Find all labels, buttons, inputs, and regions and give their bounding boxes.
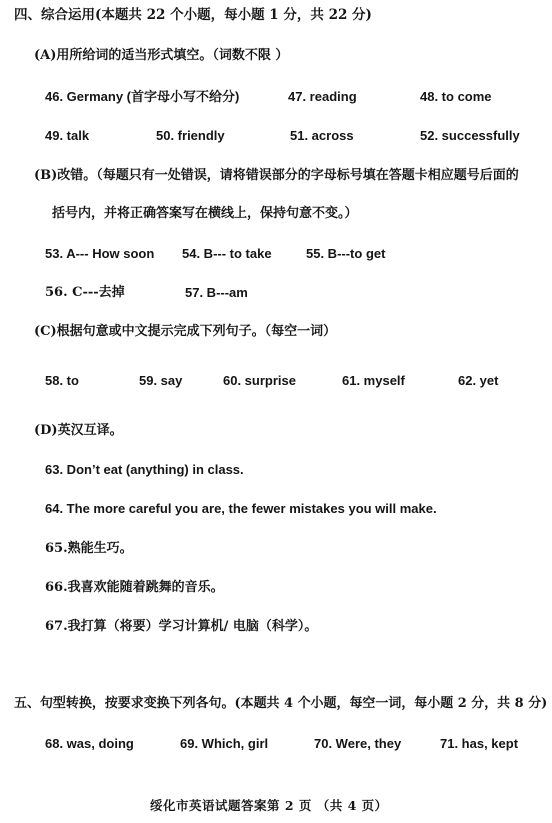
answer-54: 54. B--- to take (182, 246, 272, 261)
answer-58: 58. to (45, 373, 79, 388)
answer-61: 61. myself (342, 373, 405, 388)
answer-52: 52. successfully (420, 128, 520, 143)
answer-68: 68. was, doing (45, 736, 134, 751)
partC-title: (C)根据句意或中文提示完成下列句子。（每空一词） (34, 324, 337, 339)
answer-67: 67.我打算（将要）学习计算机/ 电脑（科学）。 (45, 619, 318, 634)
page-footer: 绥化市英语试题答案第 2 页 （共 4 页） (150, 798, 388, 813)
answer-50: 50. friendly (156, 128, 225, 143)
answer-65: 65.熟能生巧。 (45, 541, 133, 556)
answer-69: 69. Which, girl (180, 736, 269, 751)
answer-46: 46. Germany (首字母小写不给分) (45, 89, 240, 104)
answer-48: 48. to come (420, 89, 492, 104)
answer-70: 70. Were, they (314, 736, 402, 751)
partB-title-cont: 括号内，并将正确答案写在横线上，保持句意不变。） (52, 206, 358, 221)
answer-63: 63. Don’t eat (anything) in class. (45, 462, 244, 477)
answer-71: 71. has, kept (440, 736, 519, 751)
answer-59: 59. say (139, 373, 183, 388)
answer-57: 57. B---am (185, 285, 248, 300)
partD-title: (D)英汉互译。 (34, 423, 123, 438)
answer-53: 53. A--- How soon (45, 246, 155, 261)
answer-56: 56. C---去掉 (45, 285, 125, 300)
answer-62: 62. yet (458, 373, 499, 388)
answer-64: 64. The more careful you are, the fewer mistakes you will make. (45, 501, 437, 516)
partA-title: (A)用所给词的适当形式填空。（词数不限 ） (34, 48, 289, 63)
partB-title: (B)改错。（每题只有一处错误，请将错误部分的字母标号填在答题卡相应题号后面的 (34, 168, 519, 183)
answer-47: 47. reading (288, 89, 357, 104)
answer-55: 55. B---to get (306, 246, 386, 261)
answer-51: 51. across (290, 128, 354, 143)
answer-60: 60. surprise (223, 373, 296, 388)
section4-title: 四、综合运用(本题共 22 个小题，每小题 1 分，共 22 分) (14, 7, 372, 23)
answer-66: 66.我喜欢能随着跳舞的音乐。 (45, 580, 224, 595)
section5-title: 五、句型转换，按要求变换下列各句。(本题共 4 个小题，每空一词，每小题 2 分，共 8 分) (14, 696, 548, 711)
answer-49: 49. talk (45, 128, 90, 143)
